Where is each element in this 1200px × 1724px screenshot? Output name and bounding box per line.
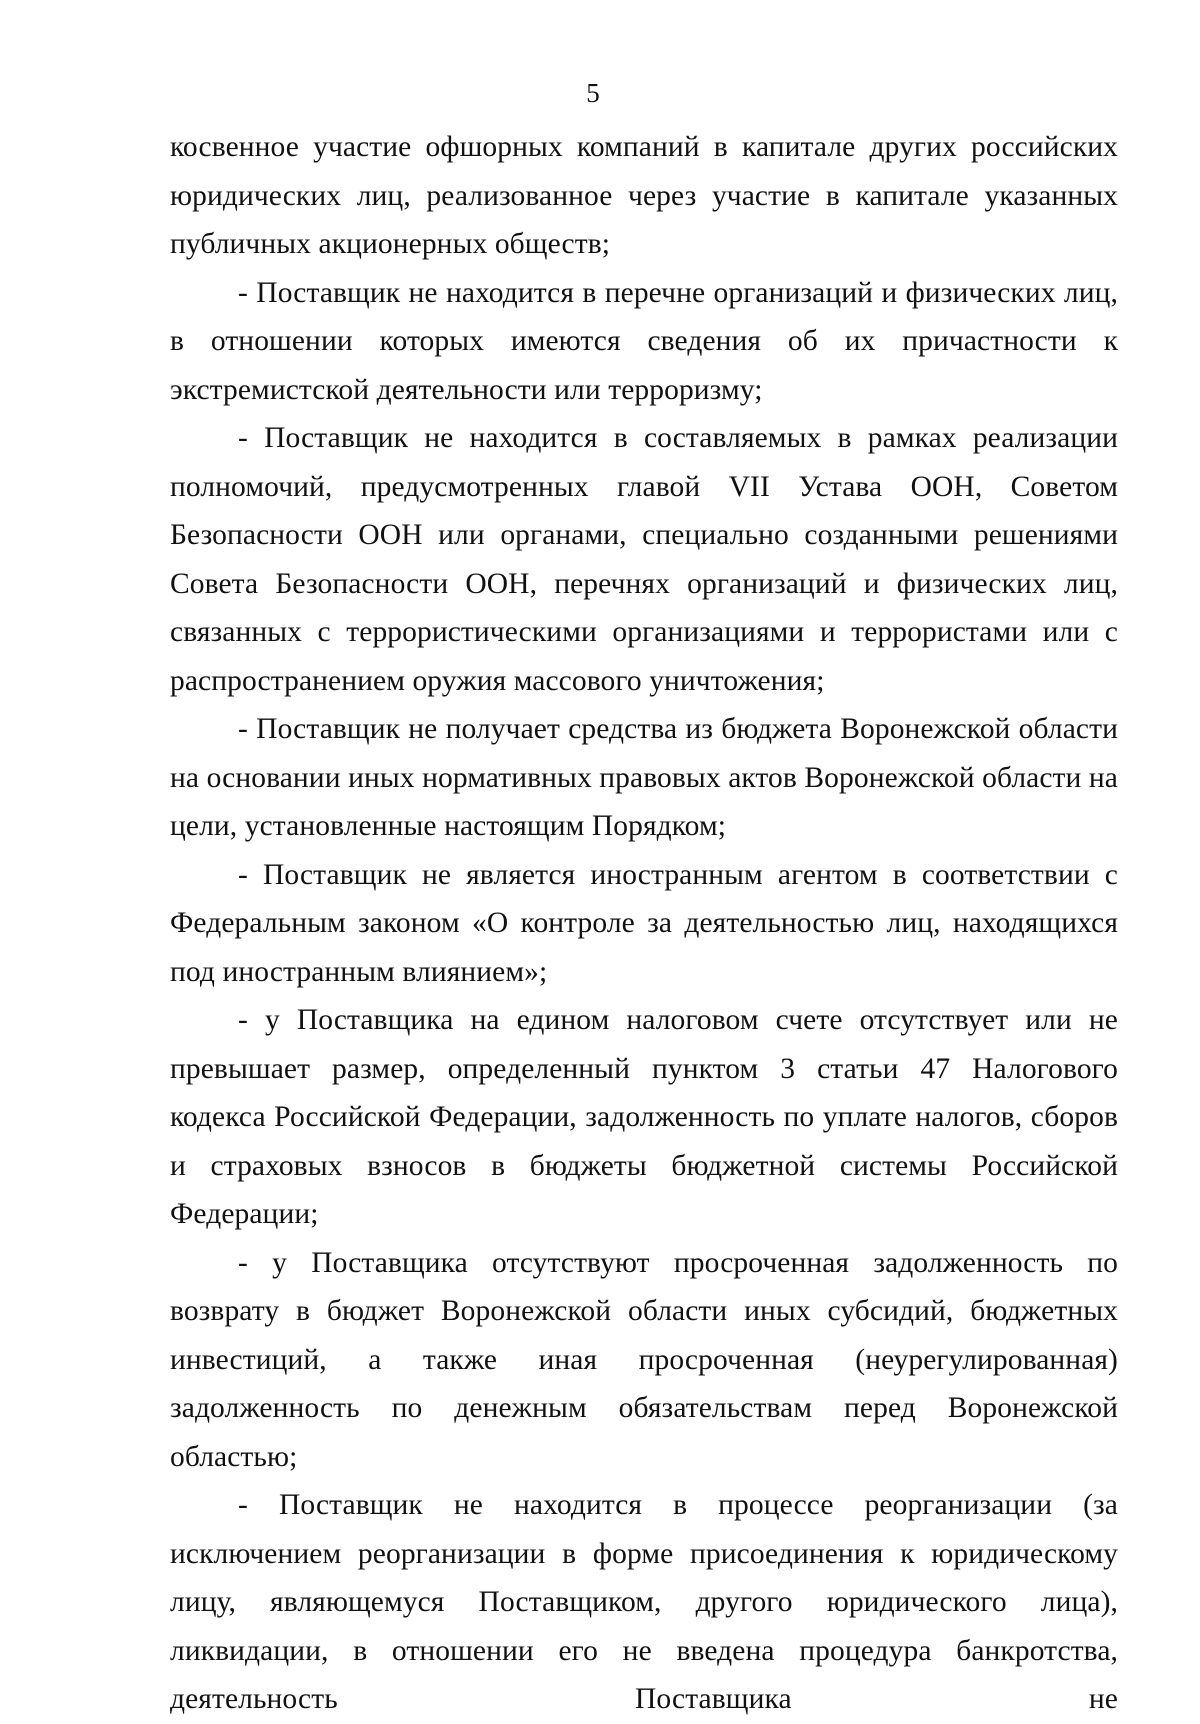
paragraph-tax-debt: - у Поставщика на едином налоговом счете отсутствует или не превышает размер, определенный пунктом 3 статьи 47 Налогового кодекса Российской Федерации, задолженность по уплате налогов, сборов и страховых взносов в бюджеты бюджетной системы Российской Федерации;	[170, 1004, 1118, 1230]
document-body	[170, 123, 1118, 1724]
paragraph-foreign-agent: - Поставщик не является иностранным агентом в соответствии с Федеральным законом «О контроле за деятельностью лиц, находящихся под иностранным влиянием»;	[170, 858, 1118, 988]
page-number: 5	[586, 78, 600, 108]
paragraph-offshore-participation: косвенное участие офшорных компаний в капитале других российских юридических лиц, реализованное через участие в капитале указанных публичных акционерных обществ;	[170, 131, 1118, 260]
paragraph-overdue-debt: - у Поставщика отсутствуют просроченная задолженность по возврату в бюджет Воронежской области иных субсидий, бюджетных инвестиций, а также иная просроченная (неурегулированная) задолженность по денежным обязательствам перед Воронежской областью;	[170, 1246, 1118, 1473]
paragraph-un-sanctions-list: - Поставщик не находится в составляемых в рамках реализации полномочий, предусмотренных главой VII Устава ООН, Советом Безопасности ООН или органами, специально созданными решениями Совета Безопасности ООН, перечнях организаций и физических лиц, связанных с террористическими организациями и террористами или с распространением оружия массового уничтожения;	[170, 422, 1118, 697]
paragraph-reorganization: - Поставщик не находится в процессе реорганизации (за исключением реорганизации в форме присоединения к юридическому лицу, являющемуся Поставщиком, другого юридического лица), ликвидации, в отношении его не введена процедура банкротства, деятельность Поставщика не	[170, 1489, 1118, 1715]
paragraph-budget-funds: - Поставщик не получает средства из бюджета Воронежской области на основании иных нормативных правовых актов Воронежской области на цели, установленные настоящим Порядком;	[170, 713, 1118, 842]
paragraph-extremism-list: - Поставщик не находится в перечне организаций и физических лиц, в отношении которых имеются сведения об их причастности к экстремистской деятельности или терроризму;	[170, 276, 1118, 406]
